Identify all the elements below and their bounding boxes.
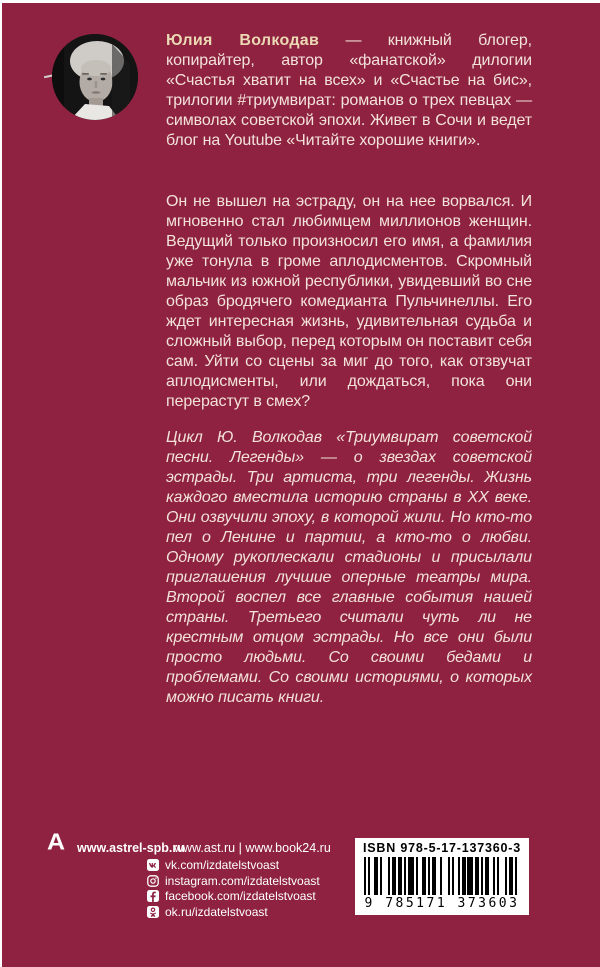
instagram-icon	[147, 875, 159, 887]
social-links-list	[147, 859, 320, 918]
isbn-barcode-block	[355, 838, 529, 915]
author-photo	[52, 34, 138, 120]
barcode-digits: 9 785171 373603	[364, 896, 520, 911]
social-link-odnoklassniki	[147, 906, 320, 918]
author-bio-paragraph	[166, 31, 532, 151]
ok-icon	[147, 906, 159, 918]
author-portrait-illustration	[52, 34, 138, 120]
annotation-paragraph: Он не вышел на эстраду, он на нее ворвался. И мгновенно стал любимцем миллионов женщин. Ведущий только произносил его имя, а фамилия уже тонула в громе аплодисментов. Скромный мальчик из южной республики, увидевший во сне образ бродячего комедианта Пульчинеллы. Его ждет интересная жизнь, удивительная судьба и сложный выбор, перед которым он поставит себя сам. Уйти со сцены за миг до того, как отзвучат аплодисменты, или дождаться, пока они перерастут в смех?	[166, 193, 532, 410]
facebook-icon	[147, 890, 159, 902]
series-note-paragraph: Цикл Ю. Волкодав «Триумвират советской песни. Легенды» — о звездах советской эстрады. Три артиста, три легенды. Жизнь каждого вместила историю страны в XX веке. Они озвучили эпоху, в которой жили. Но кто-то пел о Ленине и партии, а кто-то о любви. Одному рукоплескали стадионы и присылали приглашения лучшие оперные театры мира. Второй воспел все главные события нашей страны. Третьего считали чуть ли не крестным отцом эстрады. Но все они были просто людьми. Со своими бедами и проблемами. Со своими историями, о которых можно писать книги.	[166, 429, 532, 706]
ast-publisher-logo: А	[47, 829, 66, 855]
publisher-sites-secondary: www.ast.ru | www.book24.ru	[174, 841, 331, 855]
book-back-cover	[2, 3, 600, 967]
isbn-number: ISBN 978-5-17-137360-3	[363, 841, 521, 855]
barcode-bars	[364, 857, 520, 895]
author-bio-text: — книжный блогер, копирайтер, автор «фанатской» дилогии «Счастья хватит на всех» и «Счастье на бис», трилогии #триумвират: романов о трех певцах — символах советской эпохи. Живет в Сочи и ведет блог на Youtube «Читайте хорошие книги».	[166, 32, 532, 149]
social-link-label: instagram.com/izdatelstvoast	[165, 873, 320, 888]
social-link-label: facebook.com/izdatelstvoast	[165, 889, 316, 903]
social-link-instagram	[147, 875, 320, 887]
vk-icon	[147, 859, 159, 871]
social-link-label: vk.com/izdatelstvoast	[165, 858, 280, 872]
author-name: Юлия Волкодав	[166, 32, 320, 49]
social-link-facebook	[147, 890, 320, 902]
publisher-site-primary: www.astrel-spb.ru	[77, 841, 185, 855]
social-link-vk	[147, 859, 320, 871]
social-link-label: ok.ru/izdatelstvoast	[165, 904, 268, 919]
